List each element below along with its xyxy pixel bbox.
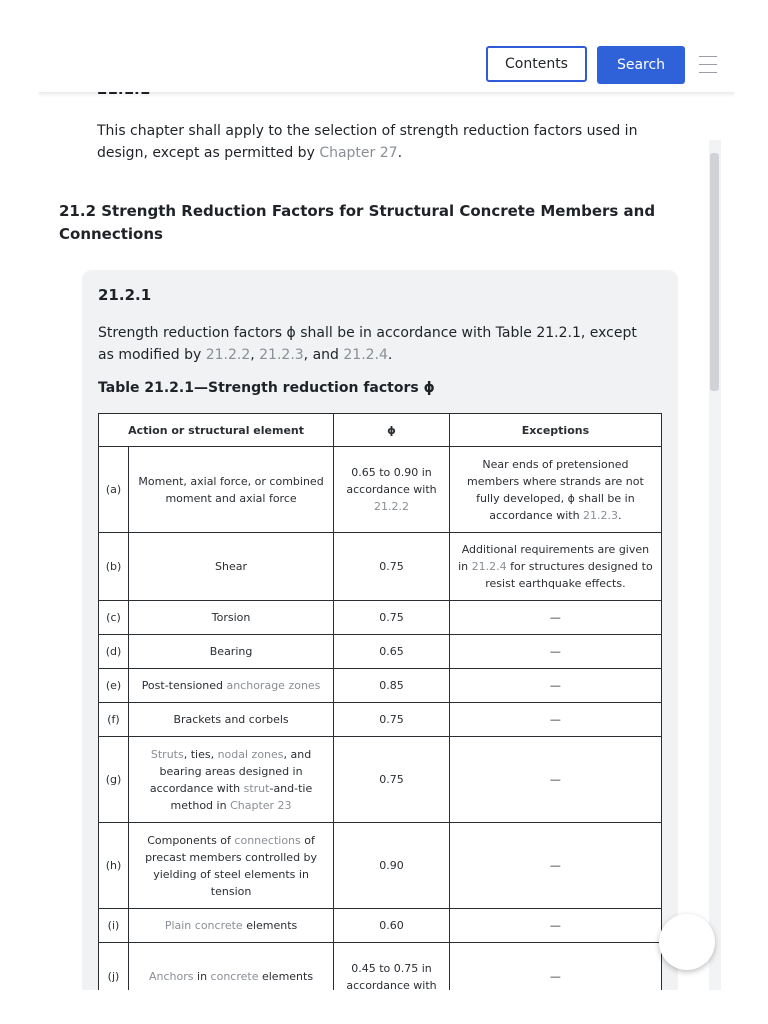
- row-phi: 0.75: [334, 737, 450, 823]
- provision-heading: 21.2.1: [98, 286, 152, 304]
- row-phi: 0.75: [334, 601, 450, 635]
- row-exception: —: [449, 635, 661, 669]
- link-21-2-3[interactable]: 21.2.3: [583, 508, 619, 522]
- row-element: Torsion: [128, 601, 333, 635]
- row-element: Moment, axial force, or combined moment and axial force: [128, 447, 333, 533]
- link-anchorage-zones[interactable]: anchorage zones: [226, 679, 321, 692]
- row-phi: 0.45 to 0.75 in accordance with: [334, 943, 450, 991]
- provision-card-21-2-1: [82, 270, 678, 990]
- row-id: (c): [99, 601, 129, 635]
- row-id: (d): [99, 635, 129, 669]
- row-phi: 0.75: [334, 703, 450, 737]
- link-struts[interactable]: Struts: [150, 747, 184, 761]
- header-exceptions: Exceptions: [449, 414, 661, 447]
- link-21-2-4[interactable]: 21.2.4: [471, 560, 507, 573]
- row-element: Brackets and corbels: [128, 703, 333, 737]
- link-chapter-27[interactable]: Chapter 27: [319, 145, 398, 161]
- link-strut[interactable]: strut: [243, 781, 270, 795]
- section-title-21-2: 21.2 Strength Reduction Factors for Structural Concrete Members and Connections: [59, 202, 656, 243]
- table-caption: Table 21.2.1—Strength reduction factors ϕ: [98, 380, 435, 396]
- row-exception: —: [449, 909, 661, 943]
- table-row: [99, 533, 662, 601]
- table-row: [99, 909, 662, 943]
- row-exception: —: [449, 943, 661, 991]
- link-21-2-2[interactable]: 21.2.2: [373, 500, 409, 513]
- row-phi: 0.85: [334, 669, 450, 703]
- hamburger-menu-icon[interactable]: [699, 56, 717, 74]
- link-concrete[interactable]: concrete: [210, 970, 259, 983]
- row-phi: 0.75: [334, 533, 450, 601]
- row-exception: —: [449, 823, 661, 909]
- header-element: Action or structural element: [99, 414, 334, 447]
- row-phi: 0.65: [334, 635, 450, 669]
- row-exception: Additional requirements are given in 21.2.4 for structures designed to resist earthquake effects.: [449, 533, 661, 601]
- paragraph-21-1-1: This chapter shall apply to the selection of strength reduction factors used in design, except as permitted by Chapter 27.: [97, 123, 638, 161]
- table-row: [99, 669, 662, 703]
- provision-text: Strength reduction factors ϕ shall be in accordance with Table 21.2.1, except as modified by 21.2.2, 21.2.3, and 21.2.4.: [98, 325, 637, 363]
- table-row: [99, 703, 662, 737]
- top-toolbar: [38, 40, 735, 92]
- row-element: Components of connections of precast members controlled by yielding of steel elements in tension: [128, 823, 333, 909]
- row-phi: 0.60: [334, 909, 450, 943]
- row-element: Anchors in concrete elements: [128, 943, 333, 991]
- row-id: (e): [99, 669, 129, 703]
- row-exception: —: [449, 737, 661, 823]
- row-phi: 0.90: [334, 823, 450, 909]
- row-exception: —: [449, 669, 661, 703]
- link-nodal-zones[interactable]: nodal zones: [217, 747, 284, 761]
- row-element: Struts, ties, nodal zones, and bearing areas designed in accordance with strut-and-tie method in Chapter 23: [128, 737, 333, 823]
- contents-button[interactable]: Contents: [486, 46, 587, 82]
- link-anchors[interactable]: Anchors: [149, 970, 194, 983]
- floating-action-button[interactable]: [659, 914, 715, 970]
- row-id: (b): [99, 533, 129, 601]
- table-row: [99, 943, 662, 991]
- row-element: Bearing: [128, 635, 333, 669]
- row-id: (h): [99, 823, 129, 909]
- search-button[interactable]: Search: [597, 46, 685, 84]
- scrollbar-thumb[interactable]: [710, 153, 719, 391]
- row-element: Shear: [128, 533, 333, 601]
- link-chapter-23[interactable]: Chapter 23: [230, 798, 292, 812]
- row-exception: Near ends of pretensioned members where strands are not fully developed, ϕ shall be in accordance with 21.2.3.: [449, 447, 661, 533]
- link-21-2-3[interactable]: 21.2.3: [259, 347, 304, 363]
- row-exception: —: [449, 703, 661, 737]
- row-id: (a): [99, 447, 129, 533]
- row-id: (i): [99, 909, 129, 943]
- table-row: [99, 447, 662, 533]
- table-row: [99, 737, 662, 823]
- header-phi: ϕ: [334, 414, 450, 447]
- table-row: [99, 601, 662, 635]
- row-phi: 0.65 to 0.90 in accordance with 21.2.2: [334, 447, 450, 533]
- link-connections[interactable]: connections: [234, 833, 301, 847]
- table-row: [99, 635, 662, 669]
- row-element: Plain concrete elements: [128, 909, 333, 943]
- row-id: (g): [99, 737, 129, 823]
- row-exception: —: [449, 601, 661, 635]
- row-id: (j): [99, 943, 129, 991]
- table-row: [99, 823, 662, 909]
- reader-frame: [38, 40, 735, 990]
- strength-reduction-table: [98, 413, 662, 990]
- row-element: Post-tensioned anchorage zones: [128, 669, 333, 703]
- link-21-2-2[interactable]: 21.2.2: [205, 347, 251, 363]
- row-id: (f): [99, 703, 129, 737]
- table-header-row: [99, 414, 662, 447]
- link-plain-concrete[interactable]: Plain concrete: [164, 919, 243, 932]
- link-21-2-4[interactable]: 21.2.4: [343, 347, 388, 363]
